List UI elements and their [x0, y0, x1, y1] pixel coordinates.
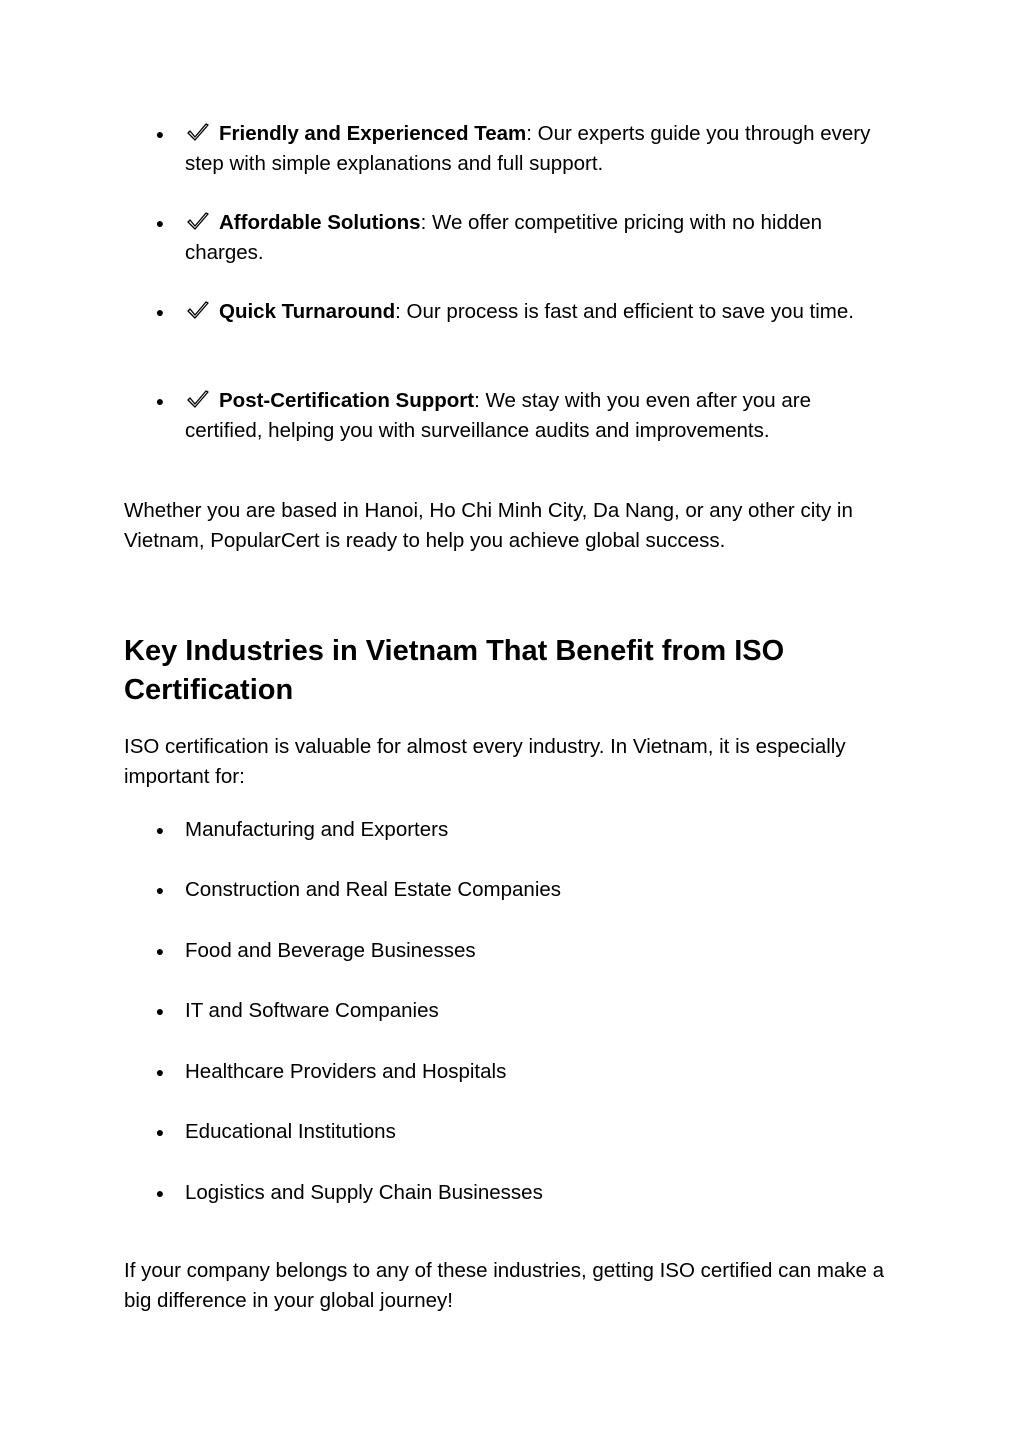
benefit-term: Quick Turnaround	[219, 300, 396, 323]
industry-label: IT and Software Companies	[185, 999, 439, 1022]
benefit-desc: : Our experts guide you through every step with simple explanations and full support.	[185, 122, 871, 175]
checkmark-icon	[185, 119, 219, 144]
industry-label: Construction and Real Estate Companies	[185, 878, 562, 901]
checkmark-icon	[185, 208, 219, 233]
bullet-icon: ●	[155, 393, 165, 409]
benefit-term: Affordable Solutions	[219, 211, 421, 234]
bullet-icon: ●	[155, 126, 165, 142]
bullet-icon: ●	[155, 1124, 165, 1140]
bullet-icon: ●	[155, 215, 165, 231]
checkmark-icon	[185, 386, 219, 411]
bullet-icon: ●	[155, 822, 165, 838]
industry-label: Logistics and Supply Chain Businesses	[185, 1181, 543, 1204]
benefit-desc: : Our process is fast and efficient to save you time.	[395, 300, 854, 323]
benefit-term: Friendly and Experienced Team	[219, 122, 527, 145]
bullet-icon: ●	[155, 882, 165, 898]
industry-label: Manufacturing and Exporters	[185, 818, 449, 841]
bullet-icon: ●	[155, 943, 165, 959]
bullet-icon: ●	[155, 1185, 165, 1201]
bullet-icon: ●	[155, 304, 165, 320]
bullet-icon: ●	[155, 1003, 165, 1019]
industry-label: Educational Institutions	[185, 1120, 396, 1143]
benefit-term: Post-Certification Support	[219, 389, 475, 412]
benefit-desc: : We offer competitive pricing with no hidden charges.	[185, 211, 823, 264]
industry-label: Food and Beverage Businesses	[185, 939, 476, 962]
location-paragraph: Whether you are based in Hanoi, Ho Chi Minh City, Da Nang, or any other city in Vietnam, PopularCert is ready to help you achieve global success.	[124, 499, 853, 552]
industry-label: Healthcare Providers and Hospitals	[185, 1060, 507, 1083]
section-heading: Key Industries in Vietnam That Benefit from ISO Certification	[124, 635, 785, 706]
bullet-icon: ●	[155, 1064, 165, 1080]
section-intro: ISO certification is valuable for almost every industry. In Vietnam, it is especially important for:	[124, 735, 846, 788]
benefit-desc: : We stay with you even after you are certified, helping you with surveillance audits and improvements.	[185, 389, 812, 442]
closing-paragraph: If your company belongs to any of these industries, getting ISO certified can make a big difference in your global journey!	[124, 1259, 885, 1312]
checkmark-icon	[185, 297, 219, 322]
